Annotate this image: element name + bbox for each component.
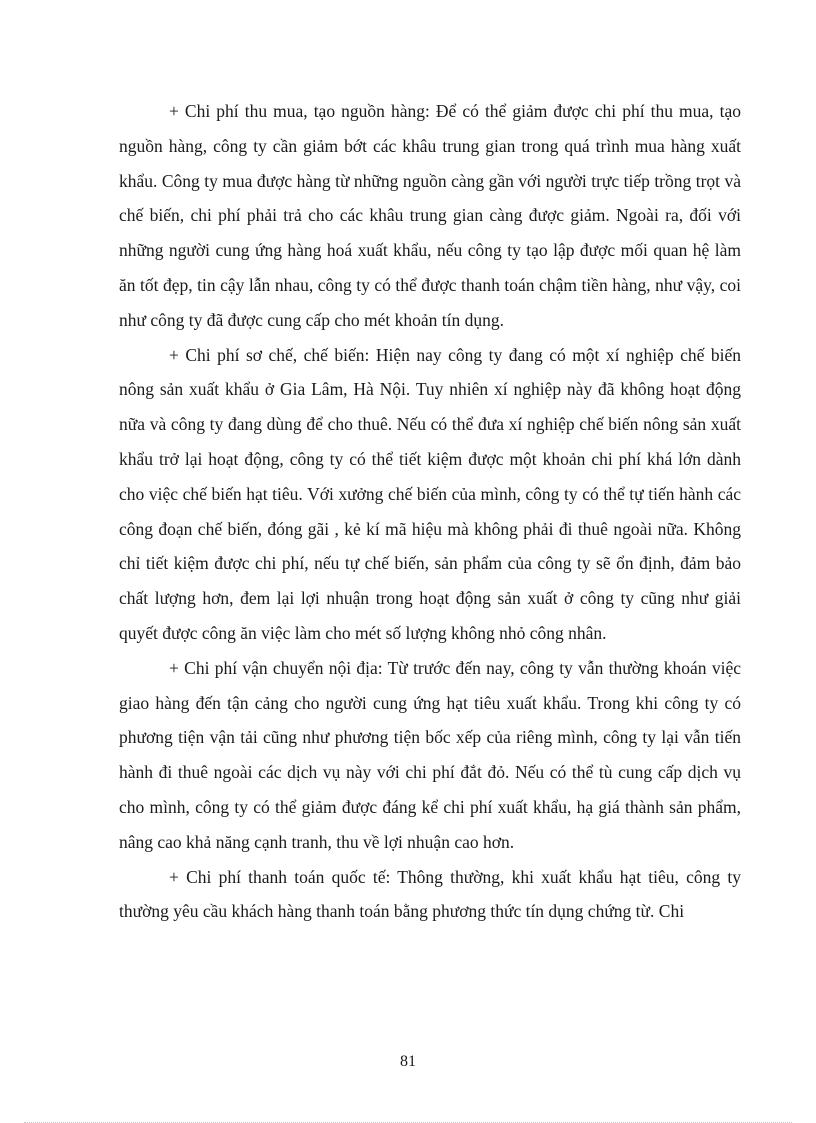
paragraph-purchasing-cost: + Chi phí thu mua, tạo nguồn hàng: Để có thể giảm được chi phí thu mua, tạo nguồn hàng, công ty cần giảm bớt các khâu trung gian trong quá trình mua hàng xuất khẩu. Công ty mua được hàng từ những nguồn càng gần với người trực tiếp trồng trọt và chế biến, chi phí phải trả cho các khâu trung gian càng được giảm. Ngoài ra, đối với những người cung ứng hàng hoá xuất khẩu, nếu công ty tạo lập được mối quan hệ làm ăn tốt đẹp, tin cậy lẫn nhau, công ty có thể được thanh toán chậm tiền hàng, như vậy, coi như công ty đã được cung cấp cho mét khoản tín dụng. xyxy=(119,101,741,330)
paragraph-international-payment-cost: + Chi phí thanh toán quốc tế: Thông thường, khi xuất khẩu hạt tiêu, công ty thường yêu cầu khách hàng thanh toán bằng phương thức tín dụng chứng từ. Chi xyxy=(119,866,741,922)
paragraph-processing-cost: + Chi phí sơ chế, chế biến: Hiện nay công ty đang có một xí nghiệp chế biến nông sản xuất khẩu ở Gia Lâm, Hà Nội. Tuy nhiên xí nghiệp này đã không hoạt động nữa và công ty đang dùng để cho thuê. Nếu có thể đưa xí nghiệp chế biến nông sản xuất khẩu trở lại hoạt động, công ty có thể tiết kiệm được một khoản chi phí khá lớn dành cho việc chế biến hạt tiêu. Với xưởng chế biến của mình, công ty có thể tự tiến hành các công đoạn chế biến, đóng gãi , kẻ kí mã hiệu mà không phải đi thuê ngoài nữa. Không chỉ tiết kiệm được chi phí, nếu tự chế biến, sản phẩm của công ty sẽ ổn định, đảm bảo chất lượng hơn, đem lại lợi nhuận trong hoạt động sản xuất ở công ty cũng như giải quyết được công ăn việc làm cho mét số lượng không nhỏ công nhân. xyxy=(119,344,741,643)
page-number: 81 xyxy=(400,1053,416,1070)
page-body xyxy=(119,94,741,929)
paragraph-domestic-transport-cost: + Chi phí vận chuyển nội địa: Từ trước đến nay, công ty vẫn thường khoán việc giao hàng đến tận cảng cho người cung ứng hạt tiêu xuất khẩu. Trong khi công ty có phương tiện vận tải cũng như phương tiện bốc xếp của riêng mình, công ty lại vẫn tiến hành đi thuê ngoài các dịch vụ này với chi phí đắt đỏ. Nếu có thể tù cung cấp dịch vụ cho mình, công ty có thể giảm được đáng kể chi phí xuất khẩu, hạ giá thành sản phẩm, nâng cao khả năng cạnh tranh, thu về lợi nhuận cao hơn. xyxy=(119,657,741,852)
